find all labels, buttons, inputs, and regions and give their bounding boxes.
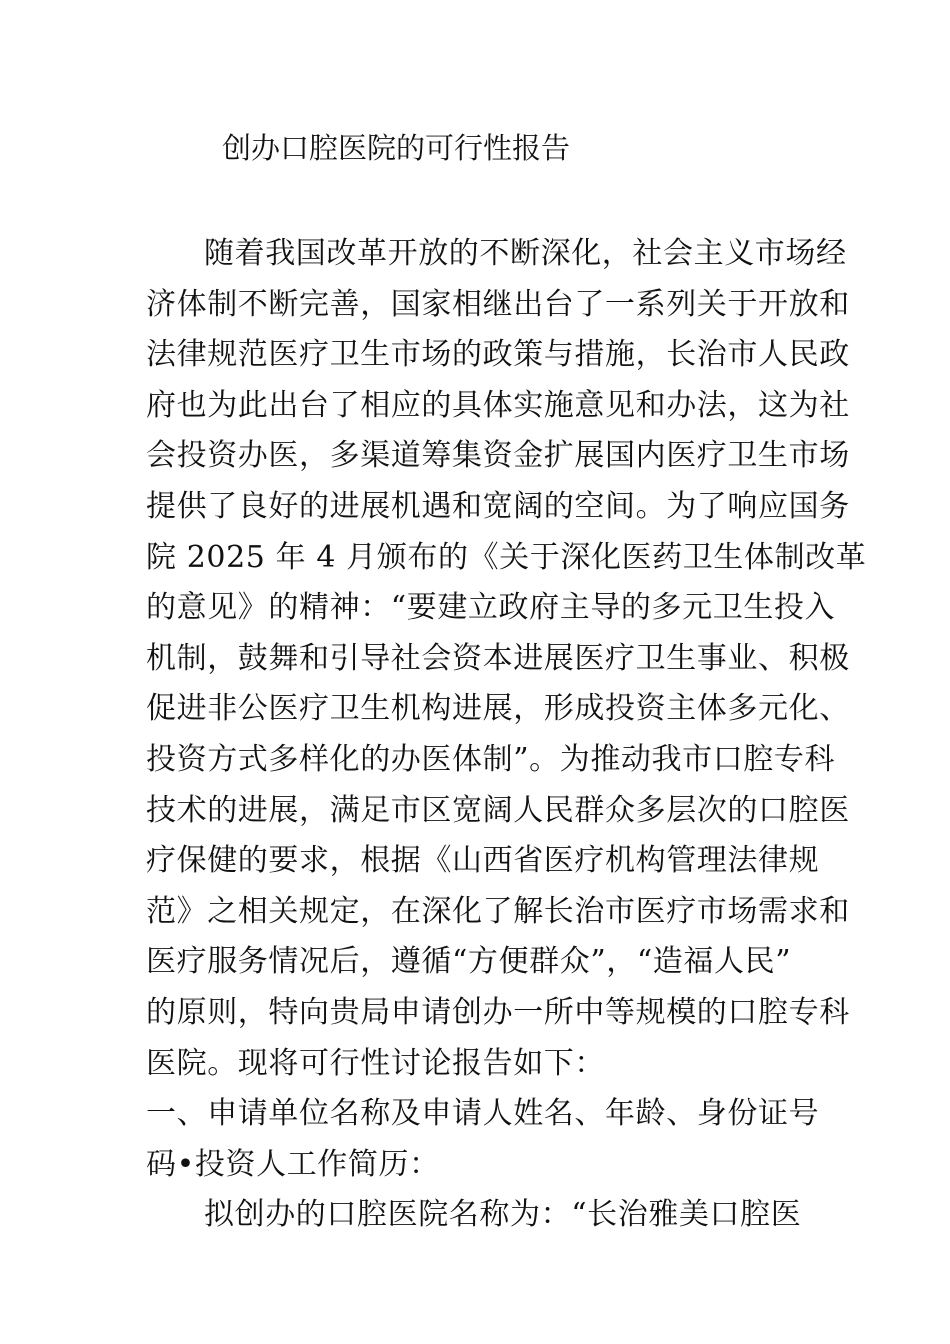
paragraph-line: 拟创办的口腔医院名称为：“长治雅美口腔医 xyxy=(204,1197,802,1233)
paragraph-line: 会投资办医，多渠道筹集资金扩展国内医疗卫生市场 xyxy=(146,438,850,474)
paragraph-line: 医疗服务情况后，遵循“方便群众”，“造福人民” xyxy=(146,944,792,980)
paragraph-line: 范》之相关规定，在深化了解长治市医疗市场需求和 xyxy=(146,893,850,929)
paragraph-line: 投资方式多样化的办医体制”。为推动我市口腔专科 xyxy=(146,741,836,777)
paragraph-line: 济体制不断完善，国家相继出台了一系列关于开放和 xyxy=(146,286,850,322)
section-heading-line: 一、申请单位名称及申请人姓名、年龄、身份证号 xyxy=(146,1096,820,1132)
paragraph-line: 提供了良好的进展机遇和宽阔的空间。为了响应国务 xyxy=(146,488,850,524)
paragraph-line: 法律规范医疗卫生市场的政策与措施，长治市人民政 xyxy=(146,337,850,373)
paragraph-line: 促进非公医疗卫生机构进展，形成投资主体多元化、 xyxy=(146,691,850,727)
paragraph-line: 的意见》的精神：“要建立政府主导的多元卫生投入 xyxy=(146,590,836,626)
section-heading-line: 码•投资人工作简历： xyxy=(146,1146,440,1182)
document-title: 创办口腔医院的可行性报告 xyxy=(222,131,571,165)
paragraph-line: 随着我国改革开放的不断深化，社会主义市场经 xyxy=(204,236,847,271)
paragraph-line: 医院。现将可行性讨论报告如下： xyxy=(146,1045,605,1081)
paragraph-line: 技术的进展，满足市区宽阔人民群众多层次的口腔医 xyxy=(146,792,850,828)
document-body xyxy=(146,229,867,1241)
paragraph-line: 机制，鼓舞和引导社会资本进展医疗卫生事业、积极 xyxy=(146,640,850,676)
paragraph-line: 府也为此出台了相应的具体实施意见和办法，这为社 xyxy=(146,387,850,423)
paragraph-line: 的原则，特向贵局申请创办一所中等规模的口腔专科 xyxy=(146,994,850,1030)
paragraph-line: 疗保健的要求，根据《山西省医疗机构管理法律规 xyxy=(146,843,820,879)
paragraph-line: 院 2025 年 4 月颁布的《关于深化医药卫生体制改革 xyxy=(146,539,867,575)
